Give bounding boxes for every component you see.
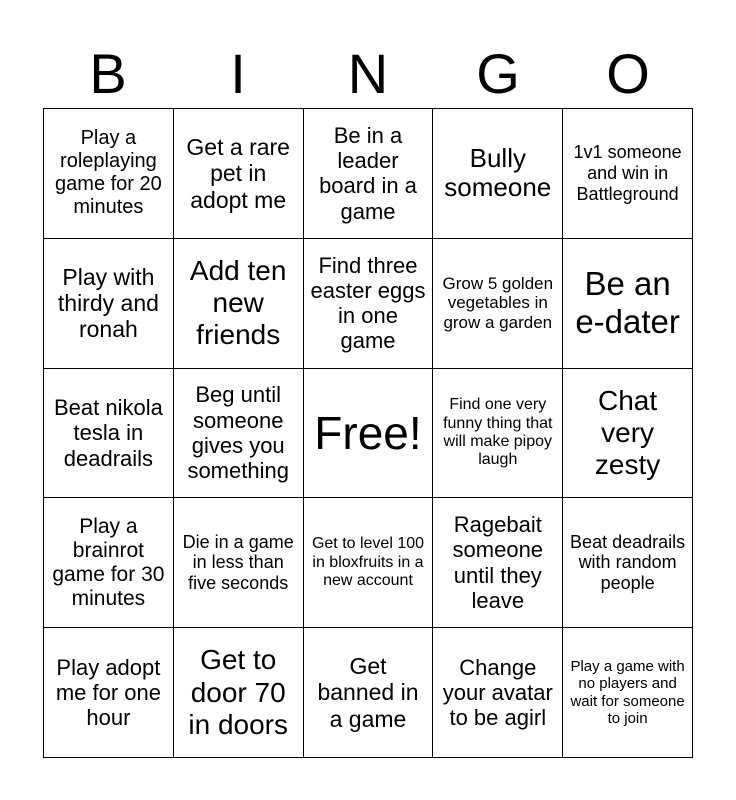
bingo-cell[interactable] bbox=[563, 109, 693, 239]
cell-text: Play adopt me for one hour bbox=[55, 654, 161, 731]
cell-text: Play a brainrot game for 30 minutes bbox=[52, 514, 165, 610]
bingo-board bbox=[43, 108, 693, 758]
bingo-cell[interactable] bbox=[563, 498, 693, 628]
header-letter-o: O bbox=[606, 42, 650, 105]
bingo-cell[interactable] bbox=[304, 498, 434, 628]
bingo-cell[interactable] bbox=[563, 369, 693, 499]
bingo-cell[interactable] bbox=[174, 628, 304, 758]
bingo-cell[interactable] bbox=[563, 239, 693, 369]
cell-text: Ragebait someone until they leave bbox=[452, 512, 544, 614]
bingo-cell[interactable] bbox=[433, 239, 563, 369]
cell-text: Add ten new friends bbox=[189, 254, 287, 351]
bingo-cell[interactable] bbox=[563, 628, 693, 758]
bingo-cell[interactable] bbox=[174, 109, 304, 239]
bingo-cell[interactable] bbox=[44, 239, 174, 369]
bingo-cell[interactable] bbox=[304, 239, 434, 369]
cell-text: Play with thirdy and ronah bbox=[57, 263, 159, 343]
cell-text: Get banned in a game bbox=[317, 652, 419, 732]
bingo-cell[interactable] bbox=[174, 369, 304, 499]
header-letter-b: B bbox=[89, 42, 127, 105]
bingo-cell[interactable] bbox=[44, 498, 174, 628]
header-letter-i: I bbox=[230, 42, 246, 105]
bingo-cell[interactable] bbox=[44, 109, 174, 239]
cell-text: Chat very zesty bbox=[594, 384, 661, 481]
cell-text: Find one very funny thing that will make pipoy laugh bbox=[443, 396, 553, 469]
bingo-cell[interactable] bbox=[174, 498, 304, 628]
cell-text: Find three easter eggs in one game bbox=[310, 252, 426, 354]
bingo-header bbox=[43, 40, 693, 108]
bingo-cell[interactable] bbox=[433, 628, 563, 758]
header-letter-g: G bbox=[476, 42, 520, 105]
bingo-cell[interactable] bbox=[433, 498, 563, 628]
bingo-cell[interactable] bbox=[304, 109, 434, 239]
bingo-cell[interactable] bbox=[44, 369, 174, 499]
bingo-cell[interactable] bbox=[433, 369, 563, 499]
cell-text: Get to door 70 in doors bbox=[188, 644, 288, 740]
cell-text: Be an e-dater bbox=[575, 265, 680, 341]
cell-text: 1v1 someone and win in Battleground bbox=[573, 142, 682, 204]
bingo-cell[interactable] bbox=[304, 628, 434, 758]
cell-text: Change your avatar to be agirl bbox=[442, 654, 553, 731]
cell-text: Play a game with no players and wait for someone to join bbox=[570, 658, 685, 727]
free-space-text: Free! bbox=[314, 406, 422, 459]
cell-text: Get a rare pet in adopt me bbox=[186, 133, 290, 213]
header-letter-n: N bbox=[347, 42, 389, 105]
free-space-cell[interactable] bbox=[304, 369, 434, 499]
cell-text: Play a roleplaying game for 20 minutes bbox=[55, 127, 162, 219]
bingo-cell[interactable] bbox=[174, 239, 304, 369]
cell-text: Be in a leader board in a game bbox=[319, 122, 417, 224]
cell-text: Beat nikola tesla in deadrails bbox=[53, 395, 163, 471]
bingo-cell[interactable] bbox=[44, 628, 174, 758]
cell-text: Grow 5 golden vegetables in grow a garden bbox=[442, 273, 554, 332]
cell-text: Get to level 100 in bloxfruits in a new account bbox=[311, 535, 425, 589]
cell-text: Beg until someone gives you something bbox=[187, 382, 289, 484]
cell-text: Beat deadrails with random people bbox=[570, 531, 686, 594]
cell-text: Bully someone bbox=[444, 142, 552, 203]
bingo-cell[interactable] bbox=[433, 109, 563, 239]
cell-text: Die in a game in less than five seconds bbox=[182, 531, 294, 594]
